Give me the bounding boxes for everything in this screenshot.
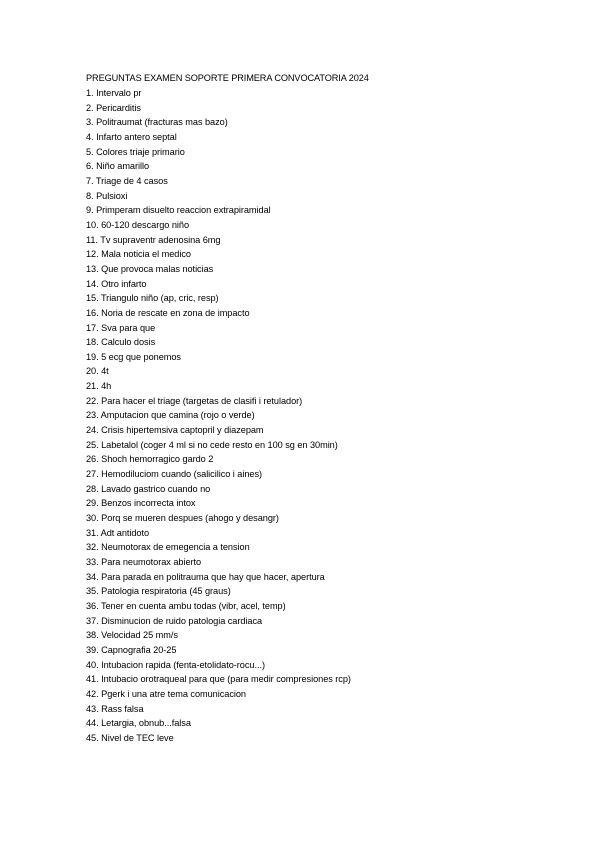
question-item: 15. Triangulo niño (ap, cric, resp) bbox=[86, 293, 219, 304]
question-item: 13. Que provoca malas noticias bbox=[86, 263, 214, 274]
question-item: 37. Disminucion de ruido patologia cardiaca bbox=[86, 615, 263, 626]
question-item: 2. Pericarditis bbox=[86, 102, 141, 113]
question-item: 12. Mala noticia el medico bbox=[86, 249, 191, 260]
question-item: 45. Nivel de TEC leve bbox=[86, 732, 174, 743]
question-item: 32. Neumotorax de emegencia a tension bbox=[86, 542, 250, 553]
question-item: 6. Niño amarillo bbox=[86, 161, 150, 172]
question-item: 28. Lavado gastrico cuando no bbox=[86, 483, 211, 494]
question-item: 30. Porq se mueren despues (ahogo y desangr) bbox=[86, 513, 279, 524]
question-item: 34. Para parada en politrauma que hay que hacer, apertura bbox=[86, 571, 325, 582]
question-item: 16. Noria de rescate en zona de impacto bbox=[86, 307, 250, 318]
question-list bbox=[86, 86, 351, 746]
question-item: 4. Infarto antero septal bbox=[86, 131, 177, 142]
question-item: 9. Primperam disuelto reaccion extrapiramidal bbox=[86, 205, 271, 216]
question-item: 3. Politraumat (fracturas mas bazo) bbox=[86, 117, 228, 128]
question-item: 29. Benzos incorrecta intox bbox=[86, 498, 196, 509]
question-item: 5. Colores triaje primario bbox=[86, 146, 185, 157]
question-item: 43. Rass falsa bbox=[86, 703, 144, 714]
document-title: PREGUNTAS EXAMEN SOPORTE PRIMERA CONVOCATORIA 2024 bbox=[86, 73, 369, 83]
question-item: 27. Hemodiluciom cuando (salicilico i aines) bbox=[86, 469, 263, 480]
question-item: 38. Velocidad 25 mm/s bbox=[86, 630, 178, 641]
question-item: 22. Para hacer el triage (targetas de clasifi i retulador) bbox=[86, 395, 303, 406]
question-item: 26. Shoch hemorragico gardo 2 bbox=[86, 454, 214, 465]
question-item: 39. Capnografia 20-25 bbox=[86, 644, 177, 655]
question-item: 23. Amputacion que camina (rojo o verde) bbox=[86, 410, 255, 421]
question-item: 17. Sva para que bbox=[86, 322, 156, 333]
question-item: 42. Pgerk i una atre tema comunicacion bbox=[86, 688, 246, 699]
question-item: 41. Intubacio orotraqueal para que (para medir compresiones rcp) bbox=[86, 674, 351, 685]
question-item: 20. 4t bbox=[86, 366, 109, 377]
question-item: 21. 4h bbox=[86, 381, 112, 392]
question-item: 8. Pulsioxi bbox=[86, 190, 128, 201]
question-item: 1. Intervalo pr bbox=[86, 88, 142, 98]
question-item: 25. Labetalol (coger 4 ml si no cede resto en 100 sg en 30min) bbox=[86, 439, 338, 450]
question-item: 40. Intubacion rapida (fenta-etolidato-rocu...) bbox=[86, 659, 265, 670]
question-item: 24. Crisis hipertemsiva captopril y diazepam bbox=[86, 425, 264, 436]
question-item: 11. Tv supraventr adenosina 6mg bbox=[86, 234, 221, 245]
question-item: 18. Calculo dosis bbox=[86, 337, 156, 348]
question-item: 10. 60-120 descargo niño bbox=[86, 219, 190, 230]
question-item: 31. Adt antidoto bbox=[86, 527, 150, 538]
question-item: 33. Para neumotorax abierto bbox=[86, 557, 202, 567]
question-item: 19. 5 ecg que ponemos bbox=[86, 351, 181, 362]
question-item: 35. Patologia respiratoria (45 graus) bbox=[86, 586, 231, 597]
question-item: 14. Otro infarto bbox=[86, 278, 147, 289]
question-item: 44. Letargia, obnub...falsa bbox=[86, 718, 191, 729]
question-item: 36. Tener en cuenta ambu todas (vibr, acel, temp) bbox=[86, 600, 286, 611]
question-item: 7. Triage de 4 casos bbox=[86, 175, 168, 186]
